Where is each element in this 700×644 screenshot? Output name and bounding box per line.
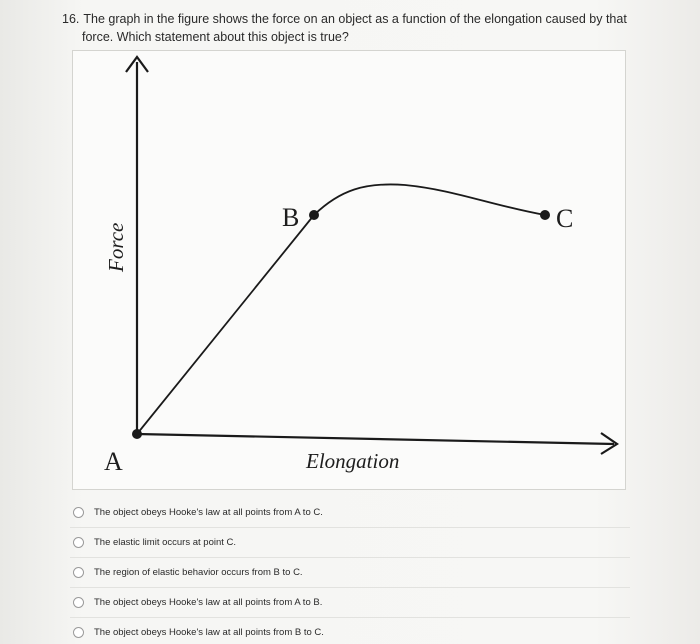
- radio-button[interactable]: [73, 537, 84, 548]
- x-axis-label: Elongation: [306, 449, 400, 473]
- y-axis-label: Force: [104, 222, 128, 272]
- answer-option-2[interactable]: [70, 528, 630, 558]
- point-c-dot: [540, 210, 550, 220]
- answer-option-label: The object obeys Hooke's law at all points from A to C.: [94, 507, 323, 518]
- answer-options: [70, 498, 630, 644]
- curve-segment-bc: [314, 184, 545, 215]
- answer-option-1[interactable]: [70, 498, 630, 528]
- answer-option-label: The elastic limit occurs at point C.: [94, 537, 237, 548]
- point-a-label: A: [104, 447, 123, 476]
- answer-option-label: The object obeys Hooke's law at all points from B to C.: [94, 627, 324, 638]
- question-text-line2: force. Which statement about this object is true?: [82, 30, 349, 44]
- question-number: 16.: [62, 12, 80, 26]
- radio-button[interactable]: [73, 507, 84, 518]
- radio-button[interactable]: [73, 567, 84, 578]
- curve-segment-ab: [137, 215, 314, 434]
- answer-option-label: The object obeys Hooke's law at all points from A to B.: [94, 597, 323, 608]
- point-a-dot: [132, 429, 142, 439]
- question-text-line1: The graph in the figure shows the force on an object as a function of the elongation caused by that: [83, 12, 627, 26]
- answer-option-3[interactable]: [70, 558, 630, 588]
- point-c-label: C: [556, 204, 574, 233]
- answer-option-5[interactable]: [70, 618, 630, 644]
- radio-button[interactable]: [73, 627, 84, 638]
- x-axis: [137, 434, 614, 444]
- point-b-label: B: [282, 203, 300, 232]
- answer-option-4[interactable]: [70, 588, 630, 618]
- point-b-dot: [309, 210, 319, 220]
- answer-option-label: The region of elastic behavior occurs from B to C.: [94, 567, 303, 578]
- radio-button[interactable]: [73, 597, 84, 608]
